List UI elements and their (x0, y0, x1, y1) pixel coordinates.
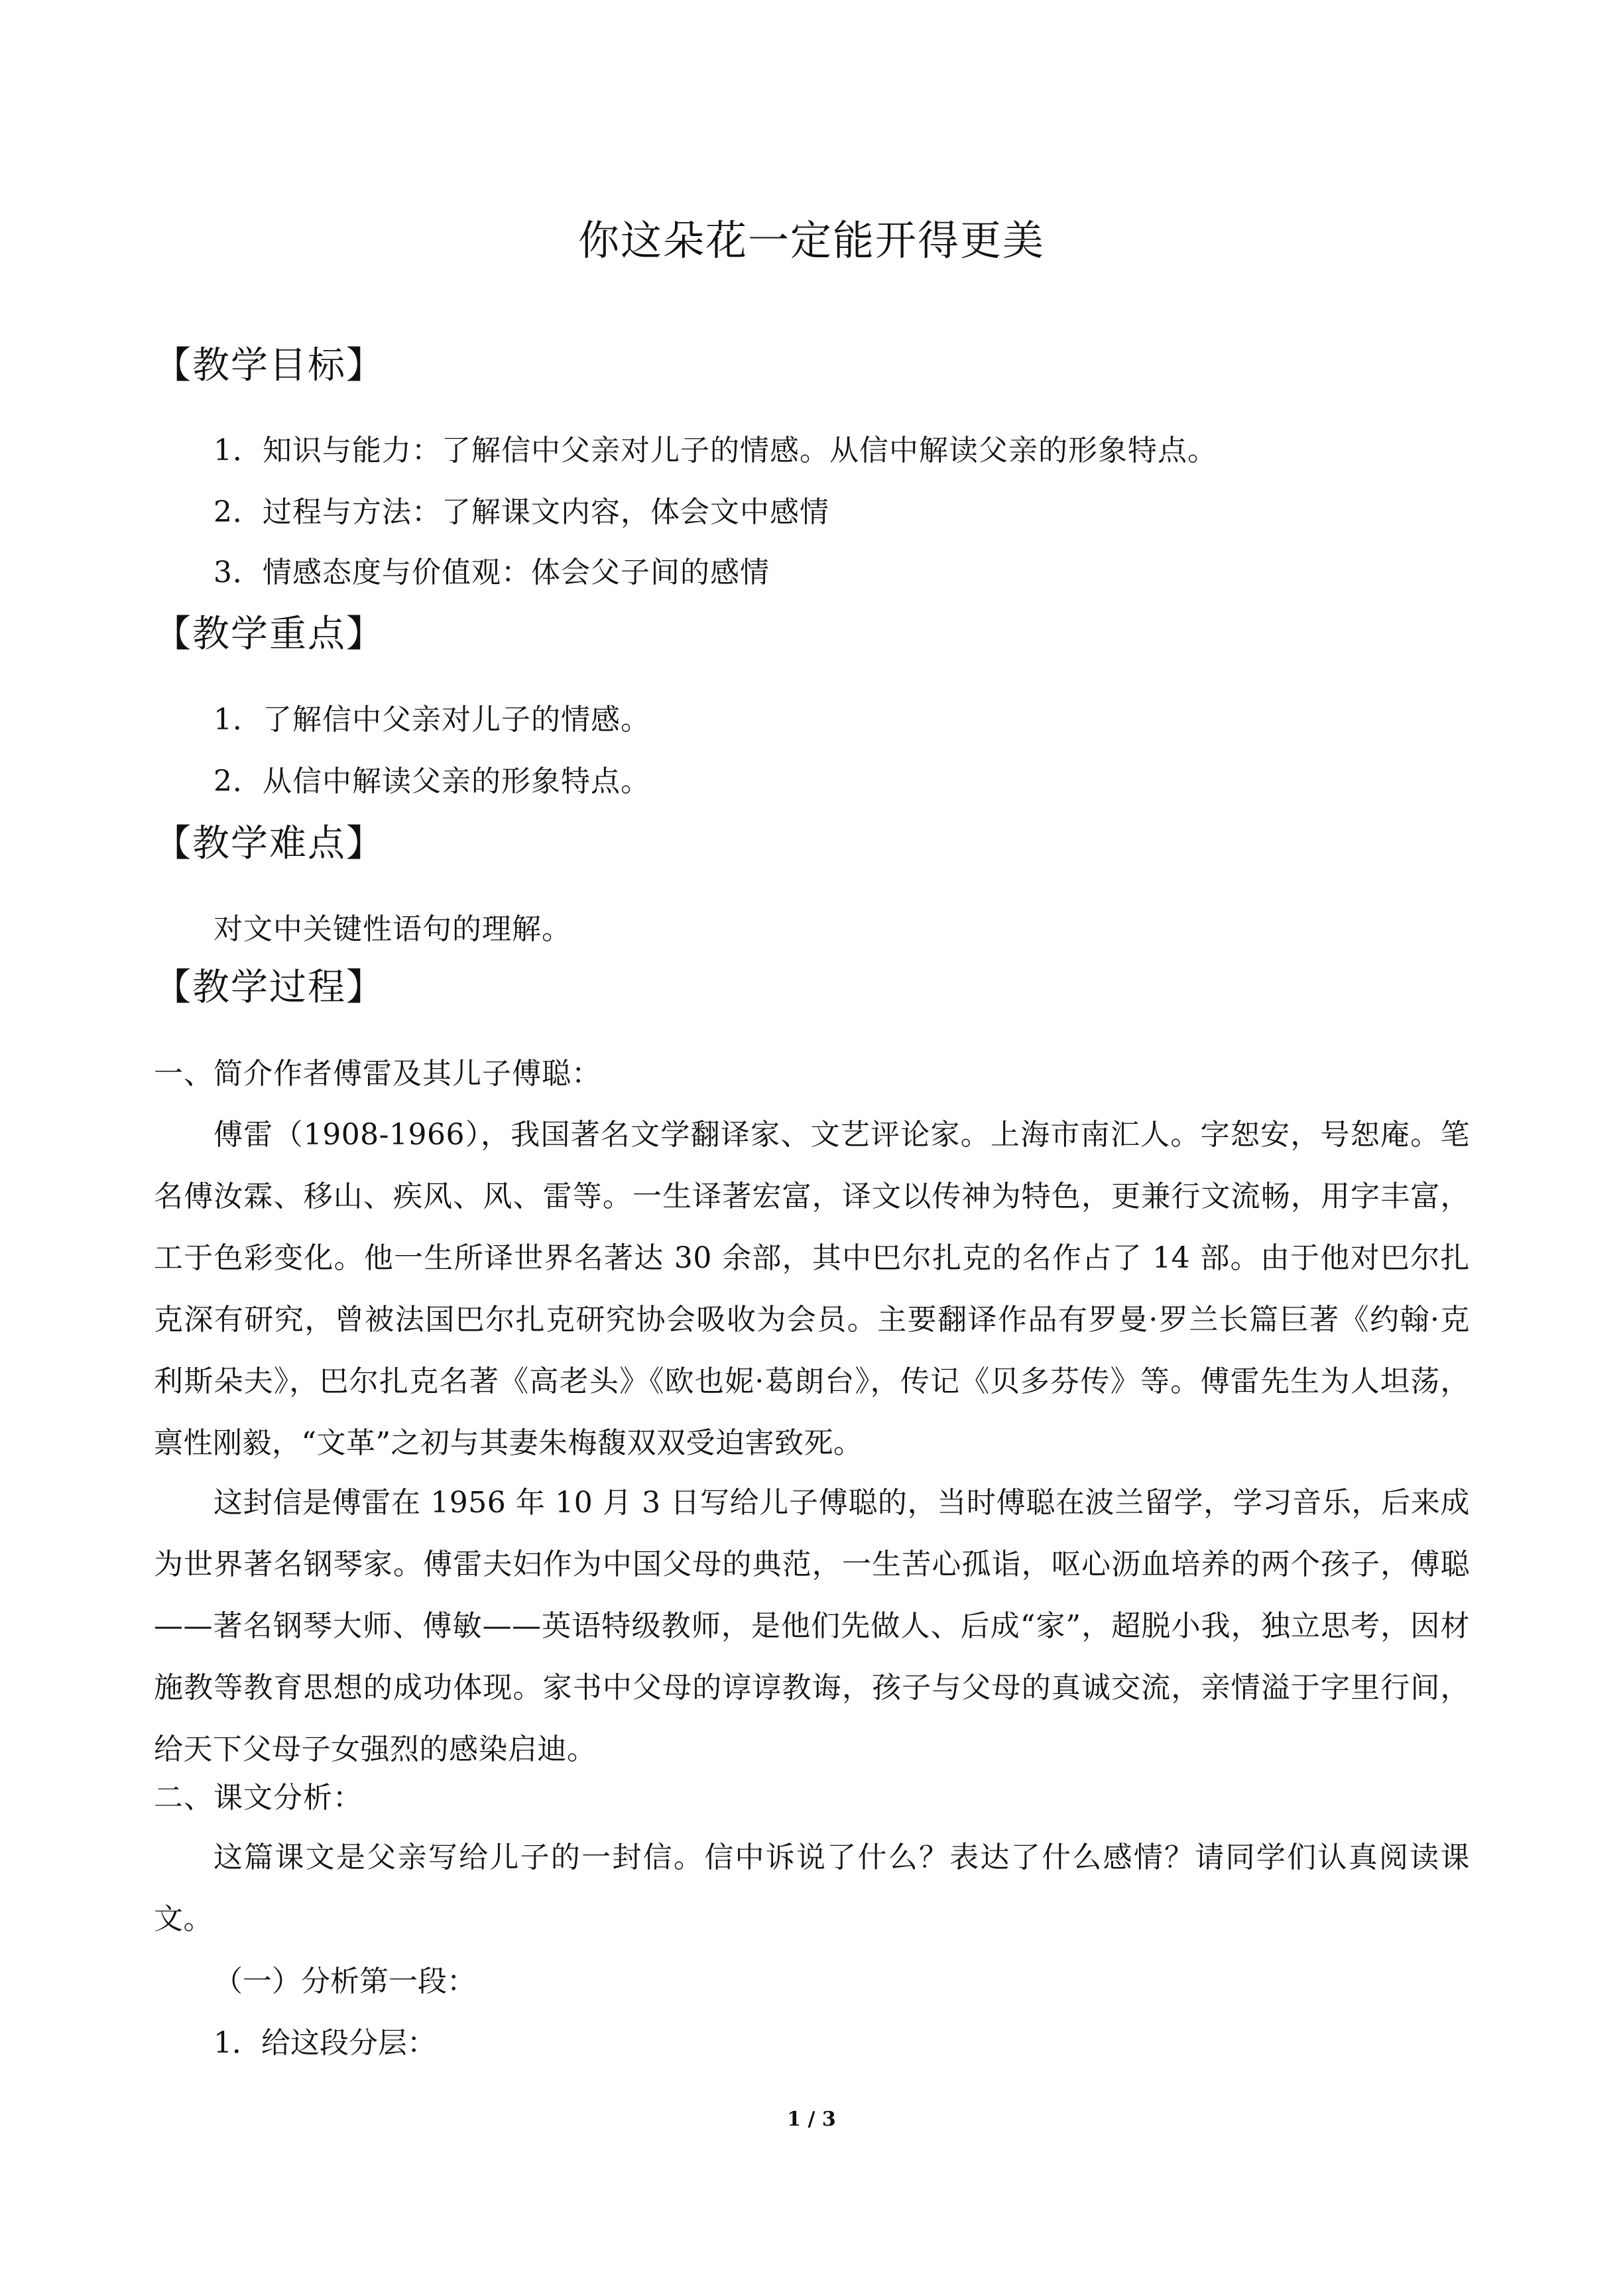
subsection-title: （一）分析第一段： (213, 1964, 476, 1998)
section-1-title: 一、简介作者傅雷及其儿子傅聪： (154, 1057, 601, 1091)
page-number: 1 / 3 (787, 2108, 836, 2131)
objective-item: 3．情感态度与价值观：体会父子间的感情 (213, 556, 770, 589)
difficulties-text: 对文中关键性语句的理解。 (213, 912, 571, 946)
section-2-paragraph: 这篇课文是父亲写给儿子的一封信。信中诉说了什么？表达了什么感情？请同学们认真阅读课文。 (154, 1841, 1470, 1936)
objectives-heading: 【教学目标】 (154, 344, 385, 387)
section-1-paragraph-2: 这封信是傅雷在 1956 年 10 月 3 日写给儿子傅聪的，当时傅聪在波兰留学，学习音乐，后来成为世界著名钢琴家。傅雷夫妇作为中国父母的典范，一生苦心孤诣，呕心沥血培养的两个孩子，傅聪——著名钢琴大师、傅敏——英语特级教师，是他们先做人、后成“家”，超脱小我，独立思考，因材施教等教育思想的成功体现。家书中父母的谆谆教诲，孩子与父母的真诚交流，亲情溢于字里行间，给天下父母子女强烈的感染启迪。 (154, 1486, 1470, 1766)
process-heading: 【教学过程】 (154, 966, 385, 1009)
key-point-item: 2．从信中解读父亲的形象特点。 (213, 764, 650, 798)
subsection-item: 1．给这段分层： (213, 2026, 436, 2060)
document-title: 你这朵花一定能开得更美 (577, 216, 1045, 265)
objective-item: 1．知识与能力：了解信中父亲对儿子的情感。从信中解读父亲的形象特点。 (213, 434, 1217, 467)
section-2-title: 二、课文分析： (154, 1781, 363, 1815)
key-point-item: 1．了解信中父亲对儿子的情感。 (213, 703, 650, 737)
section-1-paragraph-1: 傅雷（1908-1966），我国著名文学翻译家、文艺评论家。上海市南汇人。字恕安，号恕庵。笔名傅汝霖、移山、疾风、风、雷等。一生译著宏富，译文以传神为特色，更兼行文流畅，用字丰富，工于色彩变化。他一生所译世界名著达 30 余部，其中巴尔扎克的名作占了 14 部。由于他对巴尔扎克深有研究，曾被法国巴尔扎克研究协会吸收为会员。主要翻译作品有罗曼·罗兰长篇巨著《约翰·克利斯朵夫》，巴尔扎克名著《高老头》《欧也妮·葛朗台》，传记《贝多芬传》等。傅雷先生为人坦荡，禀性刚毅，“文革”之初与其妻朱梅馥双双受迫害致死。 (154, 1118, 1470, 1460)
difficulties-heading: 【教学难点】 (154, 822, 385, 865)
objective-item: 2．过程与方法：了解课文内容，体会文中感情 (213, 495, 829, 529)
key-points-heading: 【教学重点】 (154, 613, 385, 656)
